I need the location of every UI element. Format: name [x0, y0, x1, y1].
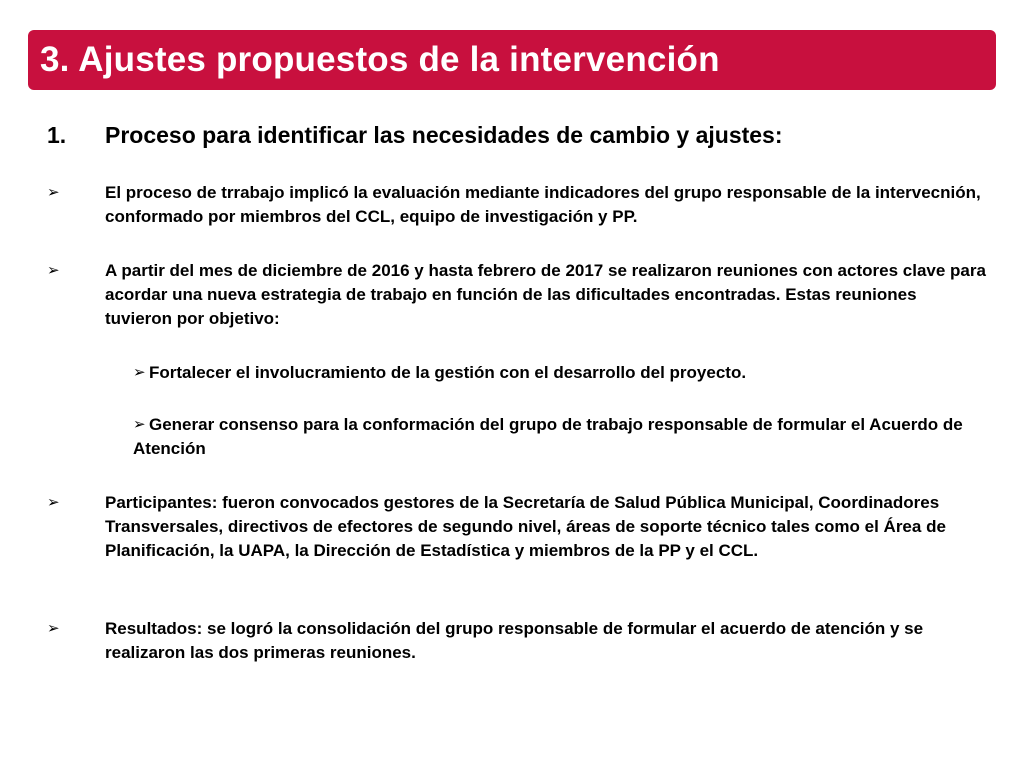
sub-bullet-item [133, 361, 993, 385]
sub-bullet-text: Fortalecer el involucramiento de la gestión con el desarrollo del proyecto. [149, 363, 747, 382]
bullet-item [47, 491, 992, 563]
bullet-item [47, 259, 987, 331]
sub-bullet-item [133, 413, 993, 461]
section-number: 1. [47, 122, 67, 148]
arrow-bullet-icon: ➢ [47, 184, 60, 201]
bullet-text: A partir del mes de diciembre de 2016 y hasta febrero de 2017 se realizaron reuniones con actores clave para acordar una nueva estrategia de trabajo en función de las dificultades encontradas. Estas reuniones tuvieron por objetivo: [105, 261, 986, 328]
bullet-text: El proceso de trrabajo implicó la evaluación mediante indicadores del grupo responsable de la intervecnión, conformado por miembros del CCL, equipo de investigación y PP. [105, 183, 981, 226]
arrow-bullet-icon: ➢ [47, 262, 60, 279]
bullet-item [47, 617, 987, 665]
bullet-text: Participantes: fueron convocados gestores de la Secretaría de Salud Pública Municipal, Coordinadores Transversales, directivos de efectores de segundo nivel, áreas de soporte técnico tales como el Área de Planificación, la UAPA, la Dirección de Estadística y miembros de la PP y el CCL. [105, 493, 946, 560]
sub-bullet-text: Generar consenso para la conformación del grupo de trabajo responsable de formular el Acuerdo de Atención [133, 415, 963, 458]
arrow-bullet-icon: ➢ [47, 494, 60, 511]
section-heading-text: Proceso para identificar las necesidades de cambio y ajustes: [105, 122, 783, 148]
page-title: 3. Ajustes propuestos de la intervención [40, 40, 720, 79]
arrow-bullet-icon: ➢ [133, 364, 146, 381]
bullet-text: Resultados: se logró la consolidación del grupo responsable de formular el acuerdo de atención y se realizaron las dos primeras reuniones. [105, 619, 924, 662]
arrow-bullet-icon: ➢ [133, 416, 146, 433]
bullet-item [47, 181, 987, 229]
arrow-bullet-icon: ➢ [47, 620, 60, 637]
